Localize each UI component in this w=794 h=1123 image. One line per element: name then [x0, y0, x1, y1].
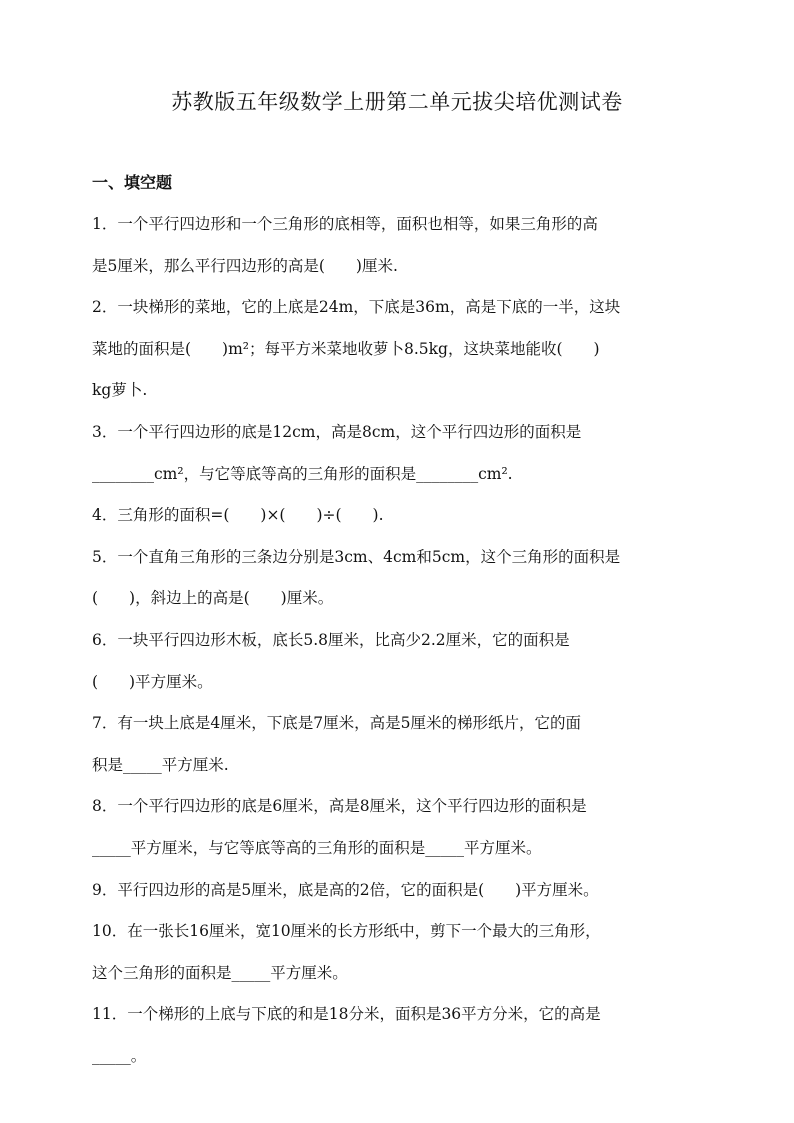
question-line: 积是_____平方厘米. — [92, 755, 229, 774]
question-line: 8．一个平行四边形的底是6厘米，高是8厘米，这个平行四边形的面积是 — [92, 797, 587, 816]
question-line: 菜地的面积是( )m²；每平方米菜地收萝卜8.5kg，这块菜地能收( ) — [92, 339, 600, 358]
question-list — [92, 204, 712, 1077]
question-line: ( )，斜边上的高是( )厘米。 — [92, 589, 334, 608]
question-line: 2．一块梯形的菜地，它的上底是24m，下底是36m，高是下底的一半，这块 — [92, 298, 621, 317]
document-title: 苏教版五年级数学上册第二单元拔尖培优测试卷 — [171, 90, 623, 114]
question-line: 9．平行四边形的高是5厘米，底是高的2倍，它的面积是( )平方厘米。 — [92, 880, 599, 899]
question-line: 是5厘米，那么平行四边形的高是( )厘米. — [92, 256, 398, 275]
question-line: 11．一个梯形的上底与下底的和是18分米，面积是36平方分米，它的高是 — [92, 1005, 601, 1024]
question-line: 这个三角形的面积是_____平方厘米。 — [92, 963, 348, 982]
question-line: 4．三角形的面积=( )×( )÷( ). — [92, 506, 384, 525]
question-line: 3．一个平行四边形的底是12cm，高是8cm，这个平行四边形的面积是 — [92, 422, 582, 441]
question-line: _____。 — [92, 1046, 147, 1065]
question-line: 7．有一块上底是4厘米，下底是7厘米，高是5厘米的梯形纸片，它的面 — [92, 714, 581, 733]
question-line: ( )平方厘米。 — [92, 672, 213, 691]
question-line: _____平方厘米，与它等底等高的三角形的面积是_____平方厘米。 — [92, 838, 542, 857]
question-line: 10．在一张长16厘米，宽10厘米的长方形纸中，剪下一个最大的三角形， — [92, 922, 601, 941]
question-line: 6．一块平行四边形木板，底长5.8厘米，比高少2.2厘米，它的面积是 — [92, 630, 570, 649]
question-line: 5．一个直角三角形的三条边分别是3cm、4cm和5cm，这个三角形的面积是 — [92, 547, 621, 566]
section-heading: 一、填空题 — [92, 173, 173, 192]
question-line: kg萝卜. — [92, 381, 148, 400]
question-line: ________cm²，与它等底等高的三角形的面积是________cm². — [92, 464, 513, 483]
question-line: 1．一个平行四边形和一个三角形的底相等，面积也相等，如果三角形的高 — [92, 215, 598, 233]
